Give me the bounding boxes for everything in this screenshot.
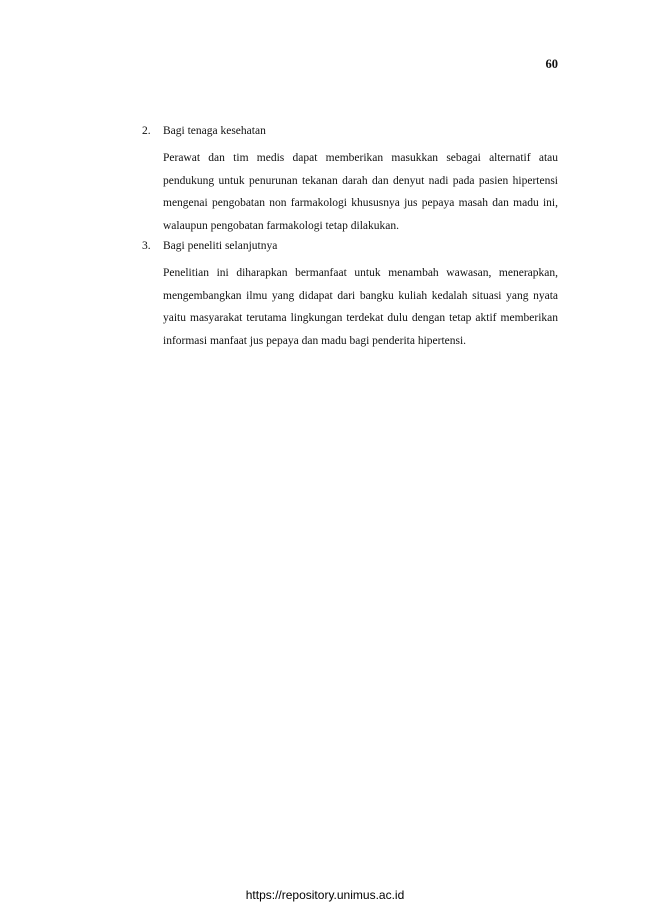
list-item bbox=[140, 124, 558, 237]
page-number: 60 bbox=[545, 57, 558, 71]
list-item-paragraph: Perawat dan tim medis dapat memberikan masukkan sebagai alternatif atau pendukung untuk penurunan tekanan darah dan denyut nadi pada pasien hipertensi mengenai pengobatan non farmakologi khususnya jus pepaya masah dan madu ini, walaupun pengobatan farmakologi tetap dilakukan. bbox=[163, 152, 558, 232]
document-body bbox=[140, 124, 558, 354]
list-item-heading: Bagi tenaga kesehatan bbox=[163, 125, 266, 137]
list-item-heading: Bagi peneliti selanjutnya bbox=[163, 240, 278, 252]
list-item-number: 2. bbox=[142, 125, 151, 137]
list-item bbox=[140, 239, 558, 352]
list-item-paragraph: Penelitian ini diharapkan bermanfaat untuk menambah wawasan, menerapkan, mengembangkan ilmu yang didapat dari bangku kuliah kedalah situasi yang nyata yaitu masyarakat terutama lingkungan terdekat dulu dengan tetap aktif memberikan informasi manfaat jus pepaya dan madu bagi penderita hipertensi. bbox=[163, 267, 558, 347]
list-item-number: 3. bbox=[142, 240, 151, 252]
footer-repository-url[interactable]: https://repository.unimus.ac.id bbox=[245, 888, 405, 902]
